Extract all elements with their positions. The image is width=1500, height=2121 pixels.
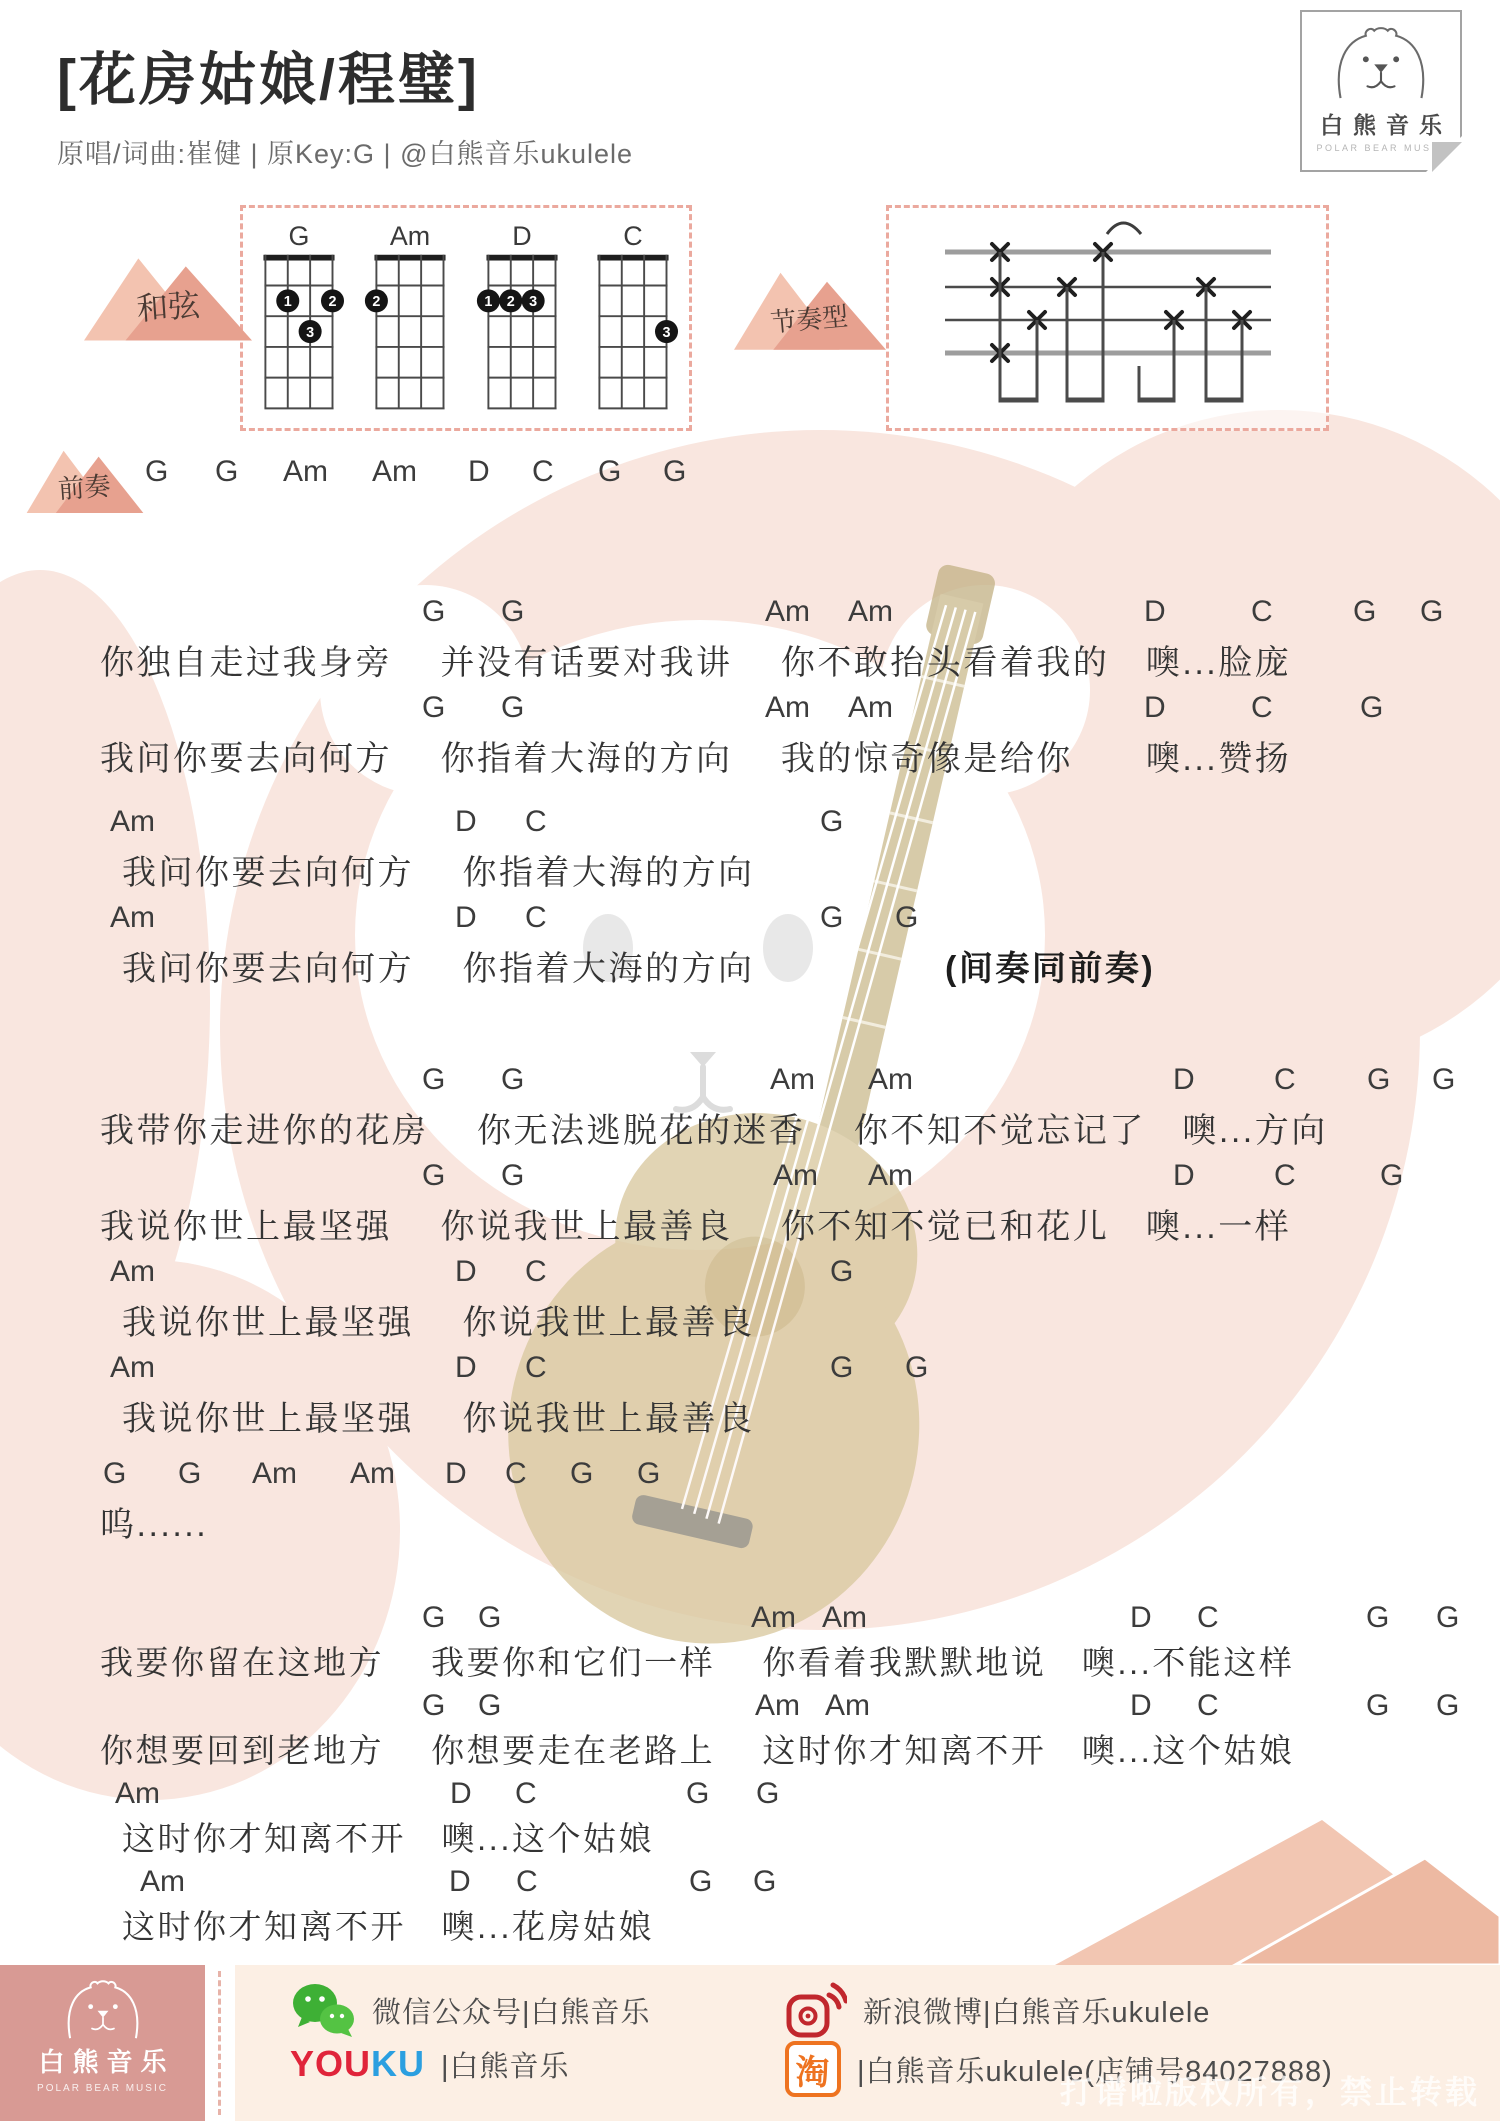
chord-label: C (1274, 1063, 1296, 1096)
chord-label: D (445, 1457, 467, 1490)
rhythm-badge-label: 节奏型 (769, 302, 850, 338)
svg-text:3: 3 (662, 324, 671, 341)
chord-label: C (1197, 1601, 1219, 1634)
song-line (0, 595, 1500, 691)
chord-label: D (1144, 691, 1166, 724)
chord-label: G (215, 455, 239, 488)
chord-label: G (1366, 1689, 1390, 1722)
chord-label: C (525, 1255, 547, 1288)
chord-label: Am (848, 595, 893, 628)
chord-label: Am (751, 1601, 796, 1634)
chord-row (0, 595, 1500, 635)
chord-label: G (753, 1865, 777, 1898)
footer-divider (205, 1965, 235, 2121)
chord-label: G (686, 1777, 710, 1810)
song-line (0, 1865, 1500, 1953)
chord-label: Am (110, 1351, 155, 1384)
chord-label: Am (283, 455, 328, 488)
chord-row (0, 1865, 1500, 1901)
chord-row (0, 805, 1500, 845)
chord-diagram-name: G (288, 221, 310, 252)
song-line (0, 691, 1500, 787)
chord-label: G (1360, 691, 1384, 724)
footer (0, 1965, 1500, 2121)
chord-label: G (103, 1457, 127, 1490)
chord-row (0, 1777, 1500, 1813)
lyric-line: 这时你才知离不开 噢...花房姑娘 (122, 1908, 655, 1945)
song-body (0, 431, 1500, 1953)
chord-label: Am (372, 455, 417, 488)
chords-badge (84, 246, 252, 341)
chord-label: G (501, 595, 525, 628)
chord-label: Am (765, 595, 810, 628)
chord-label: G (895, 901, 919, 934)
weibo-icon (785, 1981, 847, 2039)
chord-label: D (468, 455, 490, 488)
rhythm-notation (889, 208, 1326, 428)
chord-label: C (525, 1351, 547, 1384)
chord-label: C (516, 1865, 538, 1898)
svg-text:2: 2 (328, 294, 337, 311)
wechat-icon (290, 1981, 356, 2039)
chord-label: G (422, 691, 446, 724)
chords-badge-label: 和弦 (135, 286, 202, 327)
interlude-note: (间奏同前奏) (945, 950, 1156, 988)
verse-block (0, 1601, 1500, 1953)
chord-diagram-Am (362, 220, 458, 422)
chord-row (0, 1351, 1500, 1391)
chord-diagram-G (251, 220, 347, 422)
chord-label: G (820, 805, 844, 838)
chord-label: Am (110, 805, 155, 838)
chord-label: G (1432, 1063, 1456, 1096)
chord-label: G (663, 455, 687, 488)
chord-label: G (1380, 1159, 1404, 1192)
chord-label: G (178, 1457, 202, 1490)
polar-bear-icon (55, 1975, 151, 2041)
song-line (0, 1689, 1500, 1777)
chord-row (0, 901, 1500, 941)
chord-label: Am (765, 691, 810, 724)
chord-label: D (1130, 1601, 1152, 1634)
footer-item-wechat (290, 1981, 651, 2039)
chord-diagram-name: Am (390, 221, 431, 252)
chord-label: D (449, 1865, 471, 1898)
chord-label: Am (252, 1457, 297, 1490)
chord-label: Am (825, 1689, 870, 1722)
chord-label: Am (848, 691, 893, 724)
chord-label: G (1436, 1601, 1460, 1634)
chord-label: D (1144, 595, 1166, 628)
chord-label: G (501, 1063, 525, 1096)
youku-logo: YOUKU (290, 2043, 426, 2084)
chord-label: Am (110, 901, 155, 934)
chord-label: C (1274, 1159, 1296, 1192)
lyric-line: 我问你要去向何方 你指着大海的方向 (间奏同前奏) (0, 941, 1500, 997)
chord-label: Am (110, 1255, 155, 1288)
footer-item-label: |白熊音乐 (441, 2050, 570, 2083)
chord-label: G (570, 1457, 594, 1490)
footer-item-label: 新浪微博|白熊音乐ukulele (863, 1996, 1211, 2029)
chord-label: G (905, 1351, 929, 1384)
chord-label: G (422, 1689, 446, 1722)
intro-badge (26, 443, 144, 513)
chord-label: G (598, 455, 622, 488)
chord-label: G (756, 1777, 780, 1810)
chord-diagram-name: C (623, 221, 643, 252)
chord-label: D (455, 805, 477, 838)
chord-label: G (1353, 595, 1377, 628)
chord-row (0, 691, 1500, 731)
song-line (0, 1777, 1500, 1865)
chord-diagrams (243, 220, 689, 422)
song-line (0, 805, 1500, 901)
svg-text:2: 2 (372, 294, 381, 311)
svg-text:3: 3 (528, 294, 537, 311)
lyric-line: 我问你要去向何方 你指着大海的方向 我的惊奇像是给你 噢...赞扬 (100, 740, 1292, 778)
chord-label: G (478, 1601, 502, 1634)
footer-item-label: 微信公众号|白熊音乐 (372, 1996, 651, 2029)
song-line (0, 1351, 1500, 1447)
intro-badge-label: 前奏 (57, 470, 112, 505)
chord-label: G (820, 901, 844, 934)
chord-label: G (145, 455, 169, 488)
chord-label: D (1173, 1063, 1195, 1096)
chord-label: C (525, 805, 547, 838)
chord-label: G (637, 1457, 661, 1490)
song-line (0, 1159, 1500, 1255)
intro-chords (0, 455, 1500, 511)
chord-label: G (1436, 1689, 1460, 1722)
chord-label: Am (140, 1865, 185, 1898)
chord-label: Am (350, 1457, 395, 1490)
svg-text:1: 1 (283, 294, 292, 311)
chord-diagram-name: D (512, 221, 532, 252)
lyric-line: 我说你世上最坚强 你说我世上最善良 你不知不觉已和花儿 噢...一样 (100, 1208, 1292, 1246)
svg-text:3: 3 (305, 324, 314, 341)
chord-label: Am (755, 1689, 800, 1722)
chord-label: C (532, 455, 554, 488)
verse-block (0, 1063, 1500, 1447)
song-line (0, 1255, 1500, 1351)
copyright-watermark: 打谱啦版权所有，禁止转载 (1059, 2074, 1480, 2110)
chord-label: C (525, 901, 547, 934)
footer-item-youku (290, 2043, 570, 2085)
footer-brand-name: 白熊音乐 (38, 2047, 175, 2077)
chord-row (0, 1255, 1500, 1295)
chord-row (0, 1601, 1500, 1637)
chord-label: Am (822, 1601, 867, 1634)
chord-label: G (478, 1689, 502, 1722)
chord-label: Am (868, 1159, 913, 1192)
svg-text:1: 1 (484, 294, 493, 311)
taobao-icon: 淘 (785, 2041, 841, 2097)
song-line (0, 1601, 1500, 1689)
chord-label: D (1173, 1159, 1195, 1192)
header (57, 34, 633, 171)
chord-label: G (830, 1255, 854, 1288)
verse-block (0, 595, 1500, 997)
footer-brand-name-en: POLAR BEAR MUSIC (37, 2083, 168, 2094)
chord-label: G (422, 1601, 446, 1634)
chord-label: G (422, 1063, 446, 1096)
verse-block (0, 1457, 1500, 1553)
chord-label: D (455, 901, 477, 934)
chord-label: D (455, 1351, 477, 1384)
brand-logo-box (1300, 10, 1462, 172)
chord-diagrams-box (240, 205, 692, 431)
lyric-line: 你独自走过我身旁 并没有话要对我讲 你不敢抬头看着我的 噢...脸庞 (100, 644, 1292, 682)
chord-label: G (501, 691, 525, 724)
footer-item-weibo (785, 1981, 1210, 2039)
chord-diagram-D (474, 220, 570, 422)
footer-item-label: |白熊音乐ukulele(店铺号84027888) (857, 2055, 1333, 2088)
song-blocks (0, 595, 1500, 1953)
chord-label: G (422, 1159, 446, 1192)
lyric-line: 我说你世上最坚强 你说我世上最善良 (122, 1304, 755, 1342)
song-line (0, 1063, 1500, 1159)
chord-label: G (1367, 1063, 1391, 1096)
footer-links (235, 1965, 1500, 2121)
page-subtitle: 原唱/词曲:崔健 | 原Key:G | @白熊音乐ukulele (57, 139, 634, 169)
lyric-line: 我说你世上最坚强 你说我世上最善良 (122, 1400, 755, 1438)
chord-label: C (1251, 595, 1273, 628)
chord-label: Am (868, 1063, 913, 1096)
rhythm-badge (734, 256, 886, 354)
chord-label: G (1420, 595, 1444, 628)
lyric-line: 你想要回到老地方 你想要走在老路上 这时你才知离不开 噢...这个姑娘 (100, 1732, 1295, 1769)
rhythm-pattern-box (886, 205, 1329, 431)
chord-row (0, 1689, 1500, 1725)
chord-label: D (1130, 1689, 1152, 1722)
chord-label: Am (115, 1777, 160, 1810)
svg-text:2: 2 (506, 294, 515, 311)
footer-brand-panel (0, 1965, 205, 2121)
chord-label: D (455, 1255, 477, 1288)
song-line (0, 1457, 1500, 1553)
song-line (0, 901, 1500, 997)
page-title: [花房姑娘/程璧] (57, 48, 480, 112)
chord-row (0, 1063, 1500, 1103)
chord-label: Am (770, 1063, 815, 1096)
chord-row (0, 1457, 1500, 1497)
brand-name-en: POLAR BEAR MUSIC (1316, 143, 1446, 153)
lyric-line: 我要你留在这地方 我要你和它们一样 你看着我默默地说 噢...不能这样 (100, 1644, 1295, 1681)
chord-label: G (830, 1351, 854, 1384)
chord-label: C (515, 1777, 537, 1810)
lyric-line: 这时你才知离不开 噢...这个姑娘 (122, 1820, 655, 1857)
brand-name: 白熊音乐 (1320, 112, 1452, 138)
chord-label: Am (773, 1159, 818, 1192)
chord-label: G (422, 595, 446, 628)
intro-row (0, 455, 1500, 511)
chord-label: G (1366, 1601, 1390, 1634)
chord-label: D (450, 1777, 472, 1810)
lyric-line: 呜...... (100, 1506, 209, 1544)
chord-row (0, 1159, 1500, 1199)
lyric-line: 我带你走进你的花房 你无法逃脱花的迷香 你不知不觉忘记了 噢...方向 (100, 1112, 1328, 1150)
chord-label: C (505, 1457, 527, 1490)
chord-diagram-C (585, 220, 681, 422)
chord-label: G (501, 1159, 525, 1192)
polar-bear-icon (1322, 20, 1440, 102)
lyric-line: 我问你要去向何方 你指着大海的方向 (122, 854, 755, 892)
chord-label: C (1251, 691, 1273, 724)
chord-label: C (1197, 1689, 1219, 1722)
chord-label: G (689, 1865, 713, 1898)
